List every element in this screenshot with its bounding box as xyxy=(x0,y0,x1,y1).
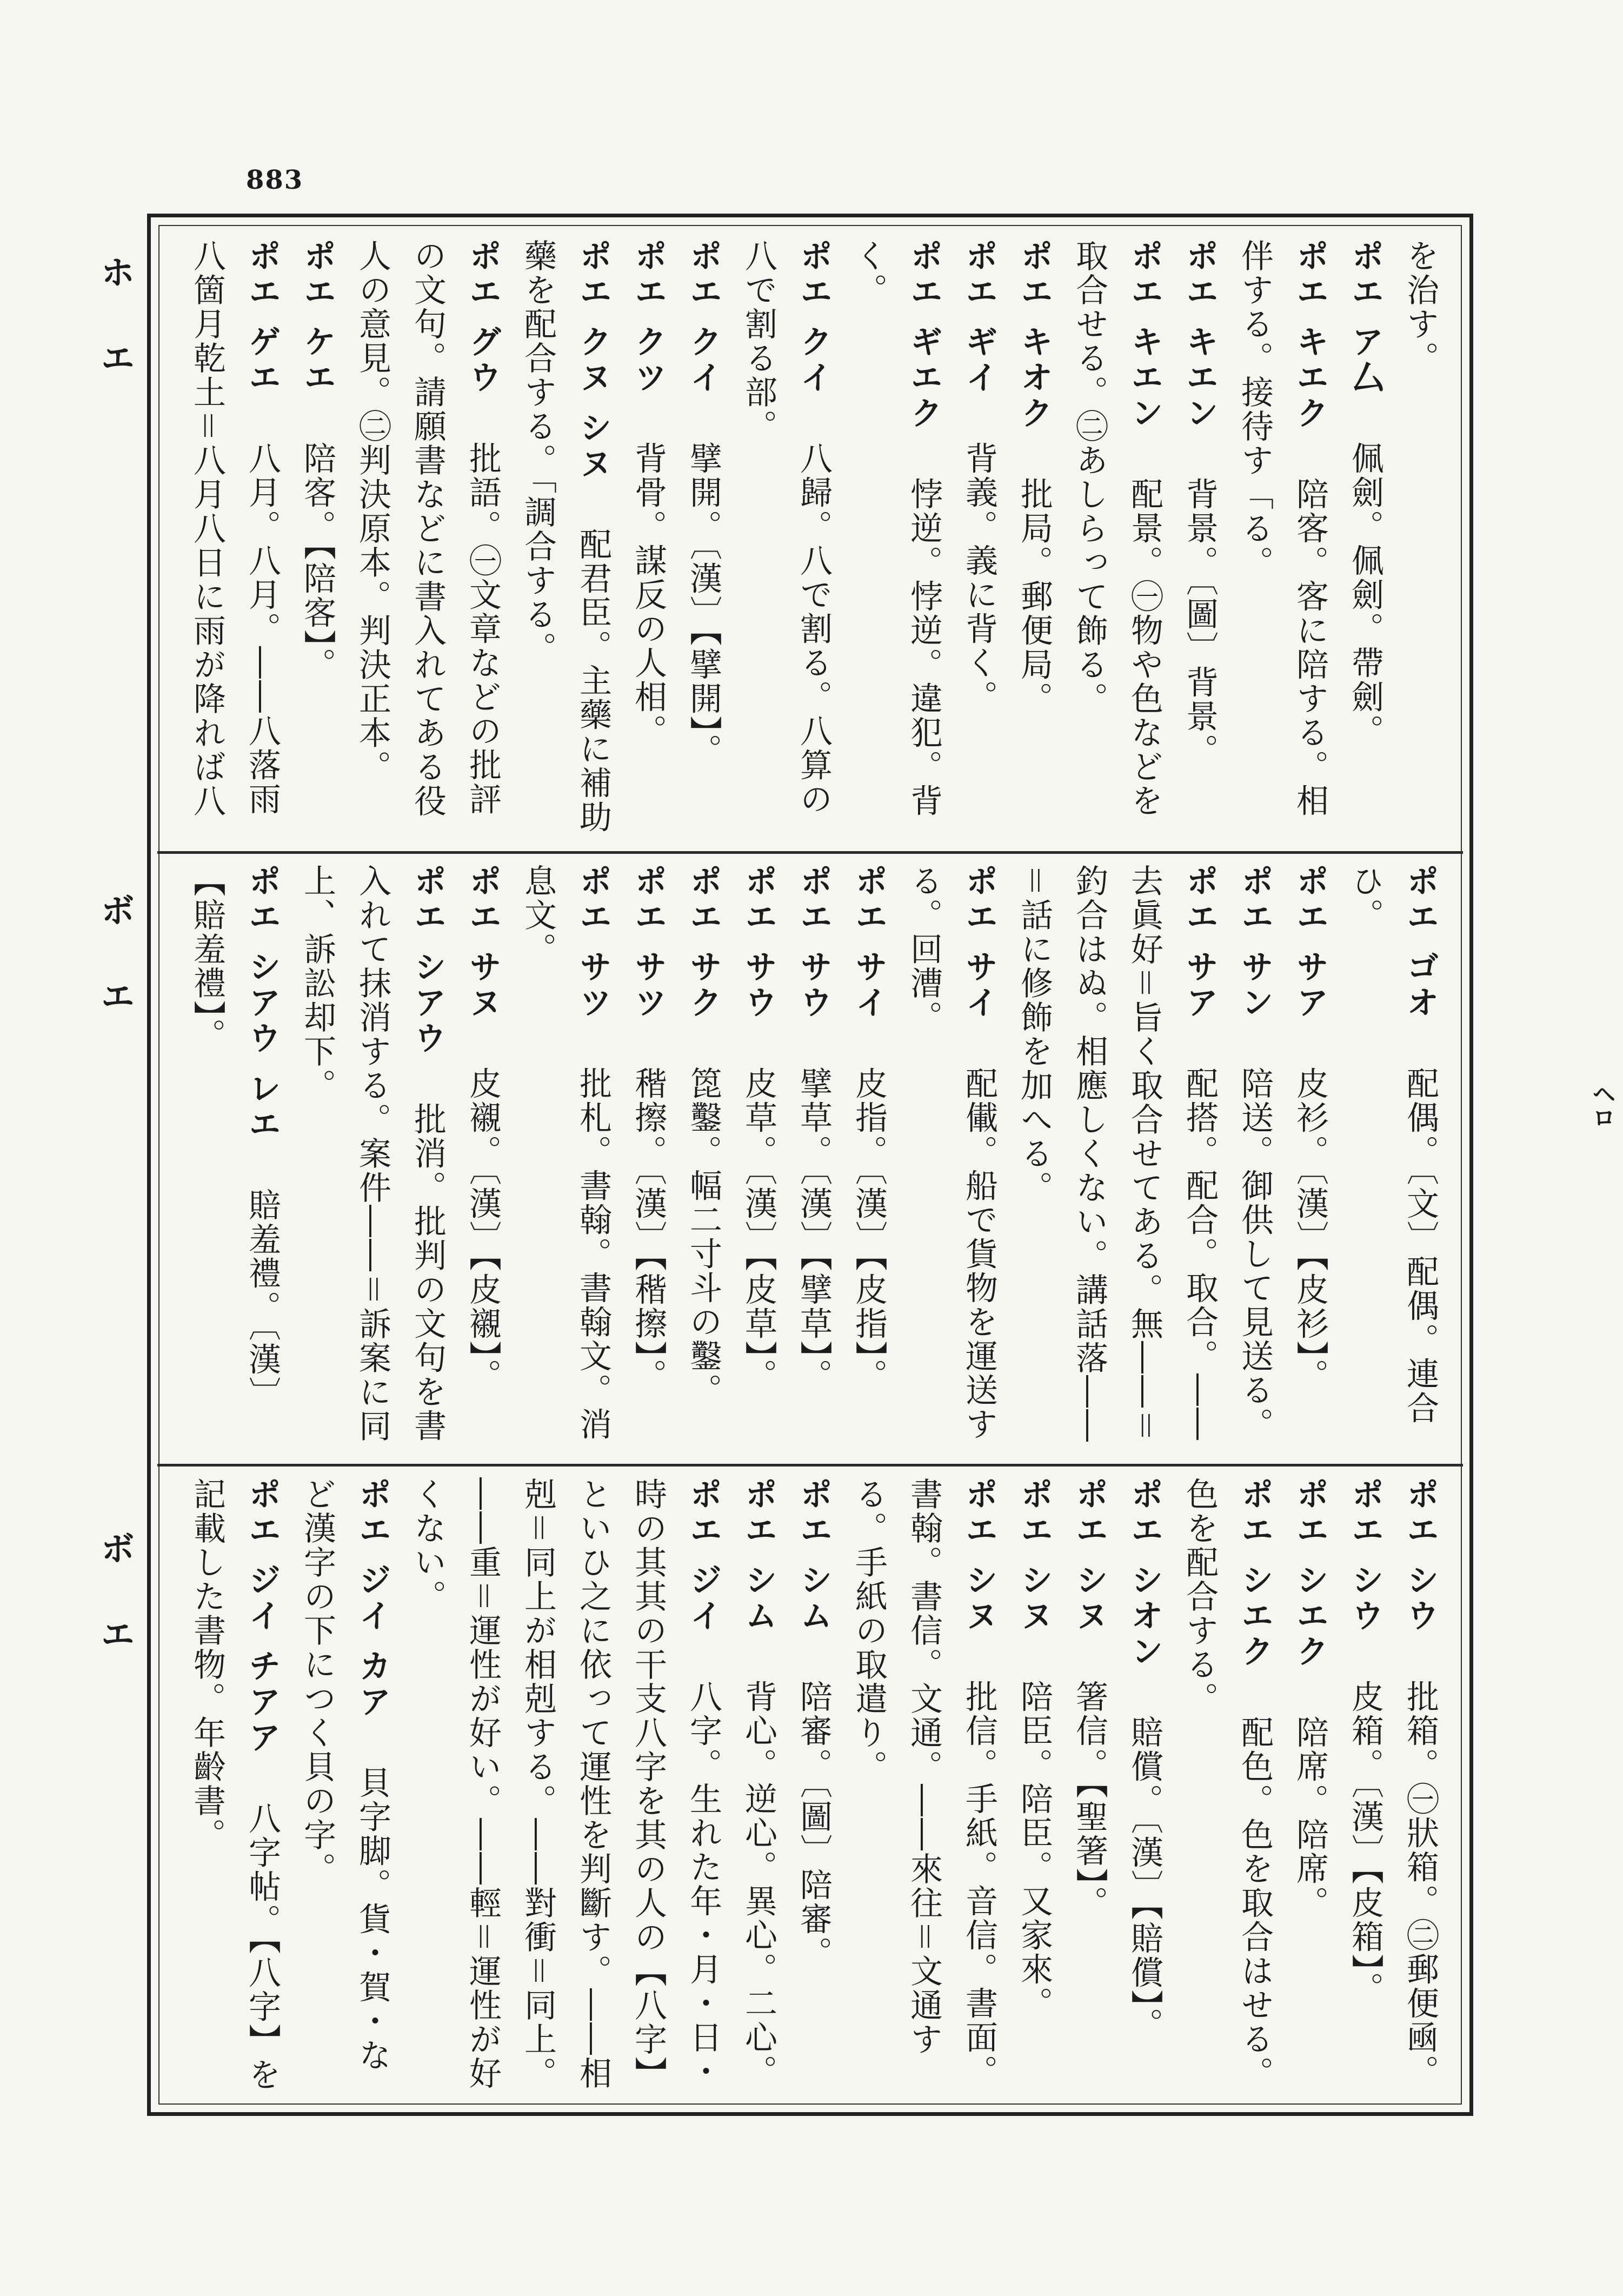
entry-headword: ポエ シエク xyxy=(1236,1477,1274,1670)
dictionary-entry xyxy=(621,239,676,839)
entry-headword: ポエ サヌ xyxy=(464,864,502,1021)
entry-headword: ポエ ジイ カア xyxy=(354,1477,391,1721)
entry-headword: ポエ クイ xyxy=(684,239,722,396)
entry-headword: ポエ サウ xyxy=(740,864,777,1021)
dictionary-entry xyxy=(1007,1477,1062,2099)
entry-headword: ポエ サク xyxy=(684,864,722,1021)
dictionary-entry xyxy=(841,864,896,1454)
page-number: 883 xyxy=(246,165,304,195)
entry-headword: ポエ キエク xyxy=(1291,239,1329,432)
entry-definition: 陪送。御供して見送る。 xyxy=(1236,1066,1274,1442)
entry-definition: 背義。義に背く。 xyxy=(960,441,998,714)
entry-headword: ポエ キエン xyxy=(1181,239,1219,432)
dictionary-entry xyxy=(896,864,1007,1454)
entry-headword: ポエ サイ xyxy=(960,864,998,1021)
entry-definition: 陪審。〔圖〕陪審。 xyxy=(795,1680,833,1970)
tier-middle xyxy=(172,864,1448,1454)
entry-definition: 批札。書翰。書翰文。消息文。 xyxy=(519,864,612,1442)
dictionary-entry xyxy=(290,1477,400,2099)
entry-headword: ポエ キエン xyxy=(1126,239,1163,432)
entry-headword: ポエ クイ xyxy=(795,239,833,396)
entry-headword: ポエ シム xyxy=(740,1477,777,1635)
entry-definition: 陪客。客に陪する。相伴する。接待す「る。 xyxy=(1236,239,1329,818)
entry-definition: 擘開。〔漢〕【擘開】。 xyxy=(684,441,722,768)
entry-headword: ポエ シヌ xyxy=(1070,1477,1108,1635)
entry-definition: 皮襯。〔漢〕【皮襯】。 xyxy=(464,1066,502,1393)
dictionary-entry xyxy=(731,864,786,1454)
entry-definition: 陪臣。陪臣。又家來。 xyxy=(1015,1680,1053,2021)
dictionary-entry xyxy=(1282,864,1338,1454)
tier-divider-1 xyxy=(157,851,1463,854)
entry-definition: 陪席。陪席。 xyxy=(1291,1715,1329,1920)
dictionary-entry xyxy=(1227,239,1338,839)
dictionary-entry xyxy=(455,864,510,1454)
entry-headword: ポエ ゲエ xyxy=(243,239,281,396)
entry-definition: 箸信。【聖箸】。 xyxy=(1070,1680,1108,1920)
dictionary-entry xyxy=(1062,1477,1117,2099)
entry-headword: ポエ シエク xyxy=(1291,1477,1329,1670)
dictionary-entry xyxy=(345,239,510,839)
dictionary-entry xyxy=(1062,239,1172,839)
dictionary-entry xyxy=(1172,1477,1282,2099)
entry-headword: ポエ サン xyxy=(1236,864,1274,1021)
dictionary-entry xyxy=(1393,239,1448,839)
entry-definition: 皮指。〔漢〕【皮指】。 xyxy=(850,1066,888,1393)
dictionary-entry xyxy=(510,239,621,839)
header-middle: ボ エ xyxy=(95,892,135,1018)
entry-headword: ポエ サア xyxy=(1181,864,1219,1021)
dictionary-entry xyxy=(841,1477,1007,2099)
dictionary-entry xyxy=(172,864,179,1454)
entry-definition: 配景。㊀物や色などを取合せる。㊁あしらって飾る。 xyxy=(1070,239,1163,818)
entry-headword: ポエ サア xyxy=(1291,864,1329,1021)
entry-headword: ポエ シウ xyxy=(1401,1477,1439,1635)
dictionary-entry xyxy=(172,239,290,839)
dictionary-entry xyxy=(841,239,952,839)
dictionary-entry xyxy=(1338,864,1448,1454)
dictionary-entry xyxy=(172,1477,179,2099)
dictionary-entry xyxy=(1172,239,1227,839)
entry-headword: ポエ シム xyxy=(795,1477,833,1635)
entry-definition: 皮衫。〔漢〕【皮衫】。 xyxy=(1291,1066,1329,1393)
entry-definition: 貝字脚。貨・賀・など漢字の下につく貝の字。 xyxy=(298,1477,391,2073)
entry-headword: ポエ シアウ レエ xyxy=(243,864,281,1143)
header-top: ホ エ xyxy=(95,254,135,380)
entry-definition: を治す。 xyxy=(1401,239,1439,375)
entry-headword: ポエ キオク xyxy=(1015,239,1053,432)
dictionary-frame xyxy=(147,214,1473,2116)
entry-definition: 稭擦。〔漢〕【稭擦】。 xyxy=(629,1066,667,1393)
entry-headword: ポエ クヌ シヌ xyxy=(574,239,612,482)
entry-headword: ポエ シオン xyxy=(1126,1477,1163,1670)
entry-definition: 八字帖。【八字】を記載した書物。年齡書。 xyxy=(188,1477,281,2092)
dictionary-entry xyxy=(1227,864,1282,1454)
right-edge-mark: ヘロ xyxy=(1588,1081,1615,1129)
dictionary-entry xyxy=(1338,1477,1393,2099)
entry-definition: 賠羞禮。〔漢〕【賠羞禮】。 xyxy=(188,864,281,1411)
entry-headword: ポエ サイ xyxy=(850,864,888,1021)
entry-headword: ポエ サツ xyxy=(629,864,667,1021)
entry-definition: 配君臣。主藥に補助藥を配合する。「調合する。 xyxy=(519,239,612,834)
dictionary-entry xyxy=(1393,1477,1448,2099)
dictionary-entry xyxy=(510,864,621,1454)
entry-definition: 皮箱。〔漢〕【皮箱】。 xyxy=(1346,1680,1384,2006)
entry-definition: 背骨。謀反の人相。 xyxy=(629,441,667,748)
entry-headword: ポエ クツ xyxy=(629,239,667,396)
tier-divider-2 xyxy=(157,1464,1463,1466)
entry-headword: ポエ ア厶 xyxy=(1346,239,1384,396)
entry-definition: 賠償。〔漢〕【賠償】。 xyxy=(1126,1715,1163,2042)
entry-headword: ポエ シヌ xyxy=(1015,1477,1053,1635)
dictionary-entry xyxy=(731,239,841,839)
entry-definition: 陪客。【陪客】。 xyxy=(298,441,336,682)
dictionary-entry xyxy=(676,239,731,839)
dictionary-entry xyxy=(179,864,290,1454)
entry-definition: 批消。批判の文句を書入れて抹消する。案件――＝訴案に同上、訴訟却下。 xyxy=(298,864,447,1443)
entry-definition: 批箱。㊀狀箱。㊁郵便凾。 xyxy=(1401,1680,1439,2089)
tier-bottom xyxy=(172,1477,1448,2099)
dictionary-entry xyxy=(290,239,345,839)
entry-headword: ポエ シアウ xyxy=(409,864,447,1057)
entry-definition: 配色。色を取合はせる。色を配合する。 xyxy=(1181,1477,1274,2091)
entry-headword: ポエ ギエク xyxy=(905,239,943,432)
tier-top xyxy=(172,239,1448,839)
dictionary-entry xyxy=(179,1477,290,2099)
dictionary-entry xyxy=(786,864,841,1454)
dictionary-entry xyxy=(1282,1477,1338,2099)
dictionary-entry xyxy=(786,1477,841,2099)
entry-definition: 八歸。八で割る。八算の八で割る部。 xyxy=(740,239,833,817)
entry-headword: ポエ グウ xyxy=(464,239,502,396)
entry-definition: 配偶。〔文〕配偶。連合ひ。 xyxy=(1346,864,1439,1425)
entry-definition: 八字。生れた年・月・日・時の其其の干支八字を其の人の【八字】といひ之に依って運性を判斷す。――相剋＝同上が相剋する。――對衝＝同上。――重＝運性が好い。――輕＝運性が好くない。 xyxy=(409,1477,722,2091)
entry-headword: ポエ ゴオ xyxy=(1401,864,1439,1021)
entry-definition: 配儎。船で貨物を運送する。回漕。 xyxy=(905,864,998,1442)
dictionary-entry xyxy=(1117,1477,1172,2099)
header-bottom: ボ エ xyxy=(95,1530,135,1656)
entry-headword: ポエ ジイ チアア xyxy=(243,1477,281,1756)
dictionary-entry xyxy=(1338,239,1393,839)
dictionary-entry xyxy=(1007,239,1062,839)
entry-definition: 八月。八月。――八落雨八箇月乾土＝八月八日に雨が降れば八 xyxy=(188,239,281,818)
entry-headword: ポエ ギイ xyxy=(960,239,998,396)
entry-definition: 佩劍。佩劍。帶劍。 xyxy=(1346,441,1384,748)
entry-definition: 擘草。〔漢〕【擘草】。 xyxy=(795,1066,833,1393)
entry-definition: 批信。手紙。音信。書面。書翰。書信。文通。――來往＝文通する。手紙の取遣り。 xyxy=(850,1477,998,2089)
dictionary-entry xyxy=(290,864,455,1454)
entry-definition: 批局。郵便局。 xyxy=(1015,477,1053,716)
entry-definition: 背心。逆心。異心。二心。 xyxy=(740,1680,777,2089)
dictionary-entry xyxy=(621,864,676,1454)
entry-headword: ポエ ケエ xyxy=(298,239,336,396)
dictionary-entry xyxy=(952,239,1007,839)
entry-headword: ポエ ジイ xyxy=(684,1477,722,1635)
entry-definition: 背景。〔圖〕背景。 xyxy=(1181,477,1219,768)
dictionary-entry xyxy=(400,1477,731,2099)
entry-headword: ポエ サウ xyxy=(795,864,833,1021)
entry-definition: 箆鑿。幅二寸斗の鑿。 xyxy=(684,1066,722,1408)
dictionary-entry xyxy=(731,1477,786,2099)
entry-headword: ポエ サツ xyxy=(574,864,612,1021)
entry-headword: ポエ シウ xyxy=(1346,1477,1384,1635)
entry-definition: 皮草。〔漢〕【皮草】。 xyxy=(740,1066,777,1393)
entry-definition: 配搭。配合。取合。――去眞好＝旨く取合せてある。無――＝釣合はぬ。相應しくない。講話落――＝話に修飾を加へる。 xyxy=(1015,864,1219,1443)
dictionary-entry xyxy=(676,864,731,1454)
entry-definition: 批語。㊀文章などの批評の文句。請願書などに書入れてある役人の意見。㊁判決原本。判決正本。 xyxy=(354,239,502,818)
dictionary-entry xyxy=(1007,864,1227,1454)
entry-definition: 悖逆。悖逆。違犯。背く。 xyxy=(850,239,943,818)
entry-headword: ポエ シヌ xyxy=(960,1477,998,1635)
